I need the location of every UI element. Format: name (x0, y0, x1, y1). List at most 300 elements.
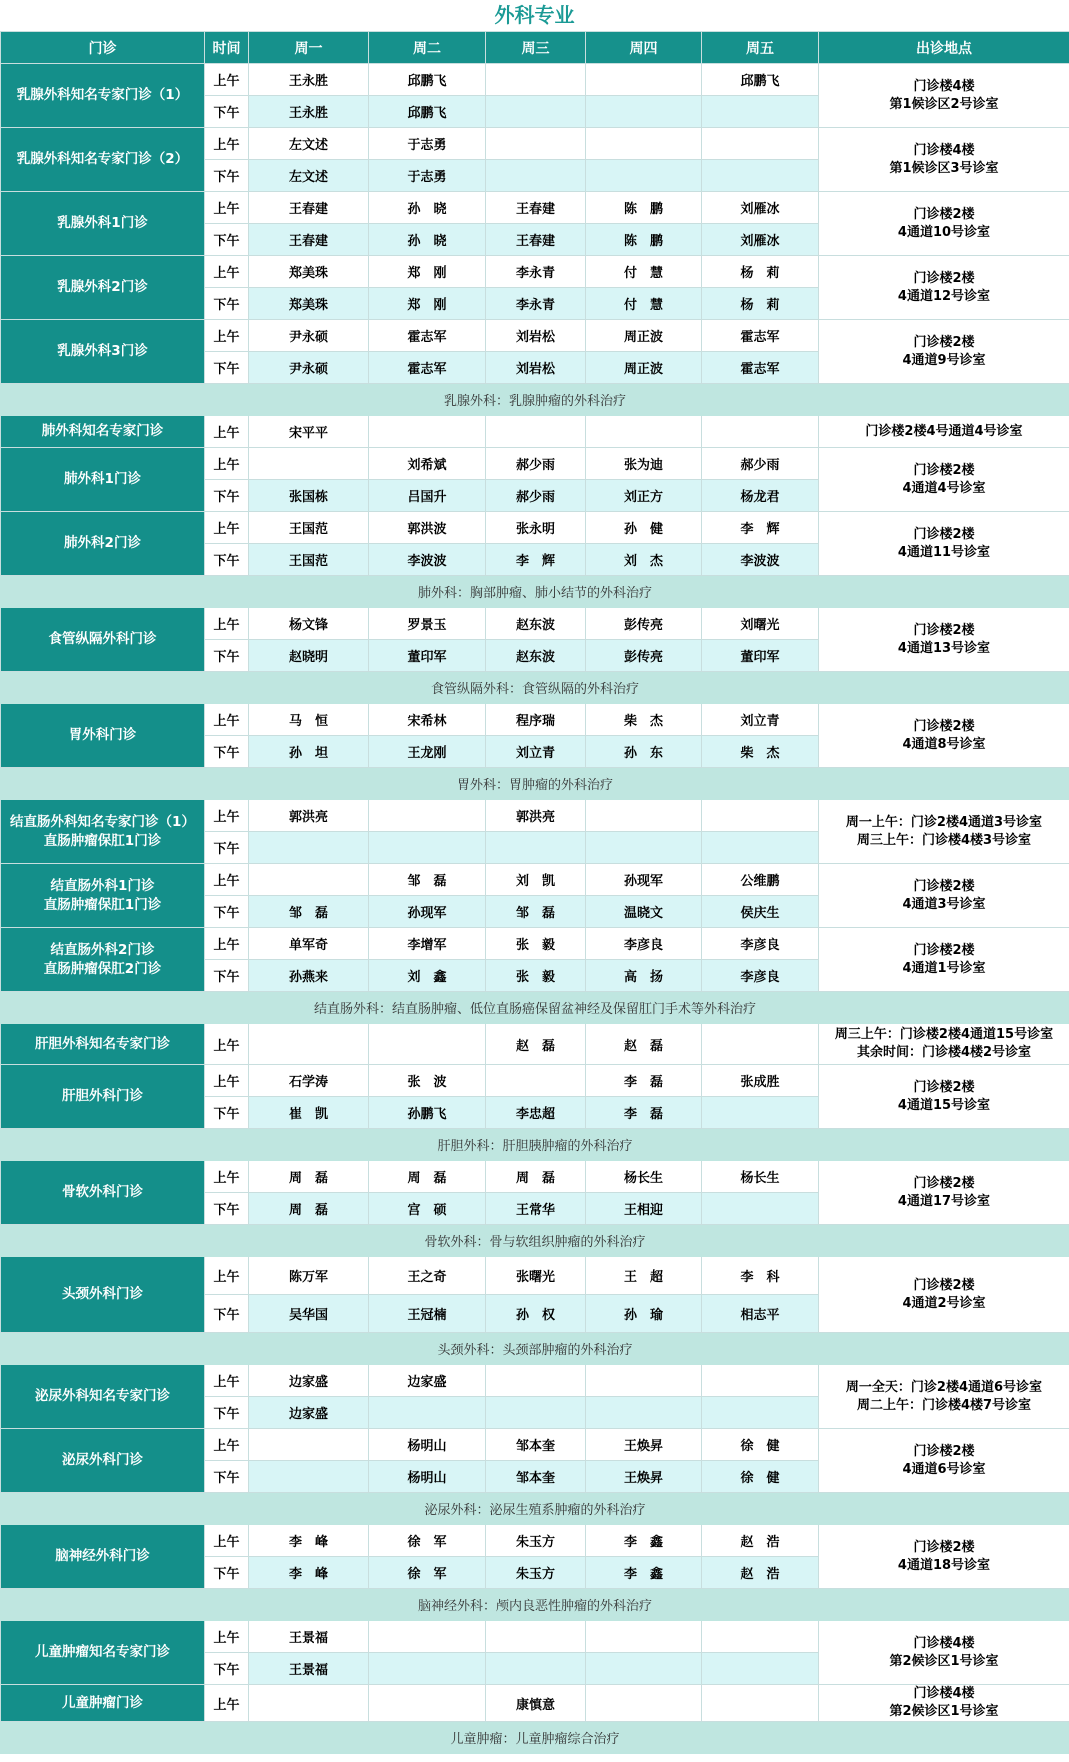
department-note-row (1, 1225, 1069, 1257)
doctor-cell-mon: 郑美珠 (249, 288, 369, 320)
time-cell: 下午 (205, 544, 249, 576)
doctor-cell-mon: 尹永硕 (249, 320, 369, 352)
doctor-cell-tue: 刘希斌 (369, 448, 486, 480)
doctor-cell-mon: 王景福 (249, 1621, 369, 1653)
clinic-location: 门诊楼2楼 4通道10号诊室 (819, 192, 1069, 256)
clinic-name: 结直肠外科1门诊 直肠肿瘤保肛1门诊 (1, 864, 205, 928)
table-row (1, 320, 1069, 352)
doctor-cell-fri: 杨龙君 (702, 480, 819, 512)
doctor-cell-wed (486, 1653, 586, 1685)
doctor-cell-fri: 杨 莉 (702, 288, 819, 320)
doctor-cell-mon: 孙 坦 (249, 736, 369, 768)
time-cell: 下午 (205, 480, 249, 512)
doctor-cell-thu: 杨长生 (586, 1161, 702, 1193)
department-note-row (1, 1722, 1069, 1754)
doctor-cell-tue: 李波波 (369, 544, 486, 576)
time-cell: 下午 (205, 832, 249, 864)
doctor-cell-tue: 于志勇 (369, 128, 486, 160)
doctor-cell-tue: 董印军 (369, 640, 486, 672)
doctor-cell-thu: 彭传亮 (586, 640, 702, 672)
doctor-cell-tue: 王龙刚 (369, 736, 486, 768)
doctor-cell-fri: 李 科 (702, 1257, 819, 1295)
doctor-cell-fri: 李波波 (702, 544, 819, 576)
doctor-cell-thu: 周正波 (586, 320, 702, 352)
doctor-cell-thu: 李 磊 (586, 1097, 702, 1129)
doctor-cell-tue: 邱鹏飞 (369, 96, 486, 128)
doctor-cell-wed (486, 1065, 586, 1097)
doctor-cell-wed (486, 1365, 586, 1397)
doctor-cell-wed: 王春建 (486, 224, 586, 256)
table-row (1, 512, 1069, 544)
doctor-cell-tue: 王冠楠 (369, 1295, 486, 1333)
doctor-cell-tue: 吕国升 (369, 480, 486, 512)
doctor-cell-tue: 刘 鑫 (369, 960, 486, 992)
doctor-cell-fri (702, 1024, 819, 1065)
department-note: 头颈外科：头颈部肿瘤的外科治疗 (1, 1333, 1069, 1365)
time-cell: 上午 (205, 864, 249, 896)
doctor-cell-wed: 邹本奎 (486, 1461, 586, 1493)
doctor-cell-wed: 赵 磊 (486, 1024, 586, 1065)
table-row (1, 192, 1069, 224)
doctor-cell-thu (586, 832, 702, 864)
doctor-cell-wed: 张 毅 (486, 960, 586, 992)
doctor-cell-mon: 周 磊 (249, 1193, 369, 1225)
doctor-cell-tue: 边家盛 (369, 1365, 486, 1397)
doctor-cell-wed: 赵东波 (486, 640, 586, 672)
clinic-location: 门诊楼2楼 4通道11号诊室 (819, 512, 1069, 576)
doctor-cell-wed: 周 磊 (486, 1161, 586, 1193)
doctor-cell-fri (702, 832, 819, 864)
clinic-location: 门诊楼4楼 第1候诊区3号诊室 (819, 128, 1069, 192)
header-clinic: 门诊 (1, 32, 205, 64)
doctor-cell-thu: 王相迎 (586, 1193, 702, 1225)
table-row (1, 1161, 1069, 1193)
doctor-cell-thu (586, 1685, 702, 1722)
clinic-name: 胃外科门诊 (1, 704, 205, 768)
time-cell: 下午 (205, 1295, 249, 1333)
doctor-cell-thu: 陈 鹏 (586, 224, 702, 256)
department-note-row (1, 672, 1069, 704)
time-cell: 上午 (205, 608, 249, 640)
doctor-cell-mon: 左文述 (249, 160, 369, 192)
doctor-cell-thu: 陈 鹏 (586, 192, 702, 224)
doctor-cell-wed: 张曙光 (486, 1257, 586, 1295)
doctor-cell-thu (586, 800, 702, 832)
doctor-cell-wed: 刘岩松 (486, 320, 586, 352)
doctor-cell-wed: 邹本奎 (486, 1429, 586, 1461)
table-row (1, 608, 1069, 640)
clinic-location: 门诊楼2楼 4通道3号诊室 (819, 864, 1069, 928)
doctor-cell-mon (249, 1685, 369, 1722)
clinic-name: 肺外科2门诊 (1, 512, 205, 576)
doctor-cell-tue: 邹 磊 (369, 864, 486, 896)
clinic-location: 门诊楼2楼 4通道13号诊室 (819, 608, 1069, 672)
table-row (1, 1257, 1069, 1295)
clinic-location: 门诊楼2楼 4通道6号诊室 (819, 1429, 1069, 1493)
doctor-cell-mon: 宋平平 (249, 416, 369, 448)
doctor-cell-fri (702, 1653, 819, 1685)
doctor-cell-fri (702, 1621, 819, 1653)
doctor-cell-mon: 边家盛 (249, 1397, 369, 1429)
doctor-cell-wed (486, 128, 586, 160)
doctor-cell-mon: 杨文锋 (249, 608, 369, 640)
table-row (1, 1024, 1069, 1065)
doctor-cell-thu: 孙现军 (586, 864, 702, 896)
header-row (1, 32, 1069, 64)
doctor-cell-thu: 王焕昇 (586, 1429, 702, 1461)
table-row (1, 1365, 1069, 1397)
clinic-name: 乳腺外科3门诊 (1, 320, 205, 384)
doctor-cell-mon: 赵晓明 (249, 640, 369, 672)
doctor-cell-tue: 张 波 (369, 1065, 486, 1097)
doctor-cell-fri: 邱鹏飞 (702, 64, 819, 96)
doctor-cell-wed: 朱玉方 (486, 1557, 586, 1589)
table-row (1, 448, 1069, 480)
clinic-name: 泌尿外科门诊 (1, 1429, 205, 1493)
doctor-cell-wed: 李永青 (486, 256, 586, 288)
clinic-location: 门诊楼2楼 4通道15号诊室 (819, 1065, 1069, 1129)
doctor-cell-fri: 刘雁冰 (702, 224, 819, 256)
header-tue: 周二 (369, 32, 486, 64)
doctor-cell-mon: 边家盛 (249, 1365, 369, 1397)
doctor-cell-mon: 邹 磊 (249, 896, 369, 928)
doctor-cell-tue: 霍志军 (369, 352, 486, 384)
doctor-cell-mon: 周 磊 (249, 1161, 369, 1193)
time-cell: 下午 (205, 288, 249, 320)
doctor-cell-fri: 霍志军 (702, 320, 819, 352)
clinic-location: 门诊楼2楼 4通道2号诊室 (819, 1257, 1069, 1333)
department-note: 胃外科：胃肿瘤的外科治疗 (1, 768, 1069, 800)
time-cell: 上午 (205, 512, 249, 544)
time-cell: 上午 (205, 1621, 249, 1653)
doctor-cell-thu: 付 慧 (586, 256, 702, 288)
time-cell: 下午 (205, 896, 249, 928)
clinic-name: 乳腺外科知名专家门诊（1） (1, 64, 205, 128)
header-wed: 周三 (486, 32, 586, 64)
doctor-cell-tue: 徐 军 (369, 1525, 486, 1557)
department-note: 儿童肿瘤：儿童肿瘤综合治疗 (1, 1722, 1069, 1754)
time-cell: 上午 (205, 320, 249, 352)
doctor-cell-mon: 王永胜 (249, 64, 369, 96)
doctor-cell-mon (249, 1461, 369, 1493)
table-row (1, 1525, 1069, 1557)
clinic-location: 门诊楼2楼 4通道12号诊室 (819, 256, 1069, 320)
doctor-cell-fri: 刘立青 (702, 704, 819, 736)
doctor-cell-wed (486, 64, 586, 96)
doctor-cell-mon: 王永胜 (249, 96, 369, 128)
doctor-cell-thu: 王 超 (586, 1257, 702, 1295)
header-fri: 周五 (702, 32, 819, 64)
department-note: 泌尿外科：泌尿生殖系肿瘤的外科治疗 (1, 1493, 1069, 1525)
table-row (1, 416, 1069, 448)
doctor-cell-wed: 郝少雨 (486, 448, 586, 480)
time-cell: 下午 (205, 352, 249, 384)
time-cell: 上午 (205, 256, 249, 288)
doctor-cell-fri: 赵 浩 (702, 1557, 819, 1589)
doctor-cell-thu: 李 鑫 (586, 1525, 702, 1557)
doctor-cell-thu: 李彦良 (586, 928, 702, 960)
doctor-cell-wed (486, 96, 586, 128)
doctor-cell-mon: 左文述 (249, 128, 369, 160)
time-cell: 上午 (205, 128, 249, 160)
department-note: 食管纵隔外科：食管纵隔的外科治疗 (1, 672, 1069, 704)
doctor-cell-wed: 赵东波 (486, 608, 586, 640)
doctor-cell-mon (249, 448, 369, 480)
time-cell: 上午 (205, 192, 249, 224)
doctor-cell-thu (586, 128, 702, 160)
clinic-location: 周三上午：门诊楼2楼4通道15号诊室 其余时间：门诊楼4楼2号诊室 (819, 1024, 1069, 1065)
doctor-cell-thu: 孙 瑜 (586, 1295, 702, 1333)
doctor-cell-fri: 张成胜 (702, 1065, 819, 1097)
doctor-cell-tue: 郑 刚 (369, 256, 486, 288)
doctor-cell-tue: 郭洪波 (369, 512, 486, 544)
table-row (1, 256, 1069, 288)
clinic-location: 门诊楼4楼 第1候诊区2号诊室 (819, 64, 1069, 128)
clinic-name: 肺外科1门诊 (1, 448, 205, 512)
doctor-cell-fri (702, 160, 819, 192)
doctor-cell-fri (702, 1193, 819, 1225)
schedule-body (1, 64, 1069, 1754)
clinic-location: 门诊楼2楼 4通道18号诊室 (819, 1525, 1069, 1589)
doctor-cell-wed: 程序瑞 (486, 704, 586, 736)
doctor-cell-fri: 公维鹏 (702, 864, 819, 896)
doctor-cell-mon: 马 恒 (249, 704, 369, 736)
doctor-cell-tue (369, 416, 486, 448)
time-cell: 下午 (205, 736, 249, 768)
time-cell: 上午 (205, 1365, 249, 1397)
doctor-cell-tue: 杨明山 (369, 1461, 486, 1493)
time-cell: 上午 (205, 1065, 249, 1097)
time-cell: 下午 (205, 96, 249, 128)
doctor-cell-mon: 王景福 (249, 1653, 369, 1685)
doctor-cell-mon: 郭洪亮 (249, 800, 369, 832)
table-row (1, 1685, 1069, 1722)
doctor-cell-fri: 刘曙光 (702, 608, 819, 640)
doctor-cell-thu (586, 1653, 702, 1685)
doctor-cell-thu: 李 磊 (586, 1065, 702, 1097)
department-note-row (1, 576, 1069, 608)
doctor-cell-tue: 徐 军 (369, 1557, 486, 1589)
doctor-cell-mon: 李 峰 (249, 1557, 369, 1589)
time-cell: 上午 (205, 64, 249, 96)
clinic-location: 周一上午：门诊2楼4通道3号诊室 周三上午：门诊楼4楼3号诊室 (819, 800, 1069, 864)
department-note: 骨软外科：骨与软组织肿瘤的外科治疗 (1, 1225, 1069, 1257)
clinic-name: 乳腺外科1门诊 (1, 192, 205, 256)
clinic-location: 门诊楼2楼4号通道4号诊室 (819, 416, 1069, 448)
clinic-name: 结直肠外科知名专家门诊（1） 直肠肿瘤保肛1门诊 (1, 800, 205, 864)
department-note-row (1, 1493, 1069, 1525)
doctor-cell-wed (486, 832, 586, 864)
doctor-cell-fri: 李彦良 (702, 928, 819, 960)
doctor-cell-mon: 尹永硕 (249, 352, 369, 384)
doctor-cell-wed: 张 毅 (486, 928, 586, 960)
doctor-cell-fri: 杨长生 (702, 1161, 819, 1193)
time-cell: 下午 (205, 1557, 249, 1589)
clinic-name: 肝胆外科门诊 (1, 1065, 205, 1129)
time-cell: 下午 (205, 1097, 249, 1129)
doctor-cell-thu: 柴 杰 (586, 704, 702, 736)
clinic-name: 结直肠外科2门诊 直肠肿瘤保肛2门诊 (1, 928, 205, 992)
time-cell: 下午 (205, 224, 249, 256)
doctor-cell-wed (486, 1397, 586, 1429)
doctor-cell-tue: 郑 刚 (369, 288, 486, 320)
doctor-cell-tue: 孙 晓 (369, 192, 486, 224)
doctor-cell-tue (369, 1397, 486, 1429)
doctor-cell-wed (486, 416, 586, 448)
doctor-cell-fri: 李彦良 (702, 960, 819, 992)
department-note-row (1, 384, 1069, 416)
doctor-cell-thu: 孙 健 (586, 512, 702, 544)
clinic-location: 门诊楼2楼 4通道1号诊室 (819, 928, 1069, 992)
doctor-cell-tue: 于志勇 (369, 160, 486, 192)
doctor-cell-mon (249, 1429, 369, 1461)
doctor-cell-thu: 刘正方 (586, 480, 702, 512)
time-cell: 下午 (205, 640, 249, 672)
doctor-cell-thu: 周正波 (586, 352, 702, 384)
doctor-cell-tue: 王之奇 (369, 1257, 486, 1295)
doctor-cell-thu: 刘 杰 (586, 544, 702, 576)
doctor-cell-fri (702, 416, 819, 448)
doctor-cell-wed: 邹 磊 (486, 896, 586, 928)
doctor-cell-thu: 付 慧 (586, 288, 702, 320)
doctor-cell-tue: 邱鹏飞 (369, 64, 486, 96)
doctor-cell-thu (586, 160, 702, 192)
clinic-name: 儿童肿瘤门诊 (1, 1685, 205, 1722)
clinic-location: 门诊楼2楼 4通道4号诊室 (819, 448, 1069, 512)
doctor-cell-wed: 李忠超 (486, 1097, 586, 1129)
time-cell: 上午 (205, 1257, 249, 1295)
doctor-cell-mon: 单军奇 (249, 928, 369, 960)
time-cell: 上午 (205, 704, 249, 736)
doctor-cell-thu: 温晓文 (586, 896, 702, 928)
doctor-cell-fri: 相志平 (702, 1295, 819, 1333)
doctor-cell-thu: 孙 东 (586, 736, 702, 768)
table-row (1, 1621, 1069, 1653)
clinic-name: 乳腺外科知名专家门诊（2） (1, 128, 205, 192)
clinic-name: 乳腺外科2门诊 (1, 256, 205, 320)
clinic-name: 脑神经外科门诊 (1, 1525, 205, 1589)
doctor-cell-fri: 董印军 (702, 640, 819, 672)
clinic-name: 肝胆外科知名专家门诊 (1, 1024, 205, 1065)
doctor-cell-fri (702, 1397, 819, 1429)
department-note: 肺外科：胸部肿瘤、肺小结节的外科治疗 (1, 576, 1069, 608)
clinic-location: 周一全天：门诊2楼4通道6号诊室 周二上午：门诊楼4楼7号诊室 (819, 1365, 1069, 1429)
doctor-cell-fri (702, 128, 819, 160)
clinic-location: 门诊楼4楼 第2候诊区1号诊室 (819, 1621, 1069, 1685)
doctor-cell-mon: 崔 凯 (249, 1097, 369, 1129)
table-row (1, 64, 1069, 96)
doctor-cell-thu: 赵 磊 (586, 1024, 702, 1065)
doctor-cell-wed (486, 1621, 586, 1653)
doctor-cell-thu: 彭传亮 (586, 608, 702, 640)
doctor-cell-wed: 刘立青 (486, 736, 586, 768)
department-note-row (1, 1589, 1069, 1621)
department-note-row (1, 992, 1069, 1024)
doctor-cell-fri (702, 1365, 819, 1397)
doctor-cell-tue: 孙鹏飞 (369, 1097, 486, 1129)
page-title: 外科专业 (0, 0, 1069, 31)
doctor-cell-mon (249, 832, 369, 864)
doctor-cell-wed: 刘岩松 (486, 352, 586, 384)
department-note: 肝胆外科：肝胆胰肿瘤的外科治疗 (1, 1129, 1069, 1161)
doctor-cell-wed: 李 辉 (486, 544, 586, 576)
doctor-cell-thu: 高 扬 (586, 960, 702, 992)
clinic-name: 儿童肿瘤知名专家门诊 (1, 1621, 205, 1685)
clinic-location: 门诊楼4楼 第2候诊区1号诊室 (819, 1685, 1069, 1722)
doctor-cell-mon: 陈万军 (249, 1257, 369, 1295)
time-cell: 下午 (205, 1193, 249, 1225)
table-row (1, 864, 1069, 896)
clinic-location: 门诊楼2楼 4通道17号诊室 (819, 1161, 1069, 1225)
time-cell: 上午 (205, 416, 249, 448)
doctor-cell-thu: 张为迪 (586, 448, 702, 480)
doctor-cell-mon: 王春建 (249, 192, 369, 224)
table-row (1, 128, 1069, 160)
doctor-cell-tue (369, 800, 486, 832)
doctor-cell-fri: 徐 健 (702, 1461, 819, 1493)
doctor-cell-tue: 孙现军 (369, 896, 486, 928)
doctor-cell-fri: 刘雁冰 (702, 192, 819, 224)
table-row (1, 1429, 1069, 1461)
time-cell: 上午 (205, 1429, 249, 1461)
doctor-cell-thu (586, 64, 702, 96)
table-row (1, 1065, 1069, 1097)
doctor-cell-thu (586, 96, 702, 128)
header-mon: 周一 (249, 32, 369, 64)
doctor-cell-tue: 霍志军 (369, 320, 486, 352)
time-cell: 下午 (205, 1653, 249, 1685)
doctor-cell-mon: 王春建 (249, 224, 369, 256)
department-note-row (1, 1129, 1069, 1161)
doctor-cell-tue: 周 磊 (369, 1161, 486, 1193)
clinic-name: 骨软外科门诊 (1, 1161, 205, 1225)
doctor-cell-tue: 杨明山 (369, 1429, 486, 1461)
clinic-location: 门诊楼2楼 4通道8号诊室 (819, 704, 1069, 768)
doctor-cell-fri (702, 800, 819, 832)
time-cell: 上午 (205, 928, 249, 960)
doctor-cell-fri: 柴 杰 (702, 736, 819, 768)
time-cell: 上午 (205, 1161, 249, 1193)
doctor-cell-thu: 李 鑫 (586, 1557, 702, 1589)
doctor-cell-tue (369, 1621, 486, 1653)
doctor-cell-fri: 侯庆生 (702, 896, 819, 928)
doctor-cell-tue (369, 1685, 486, 1722)
department-note-row (1, 1333, 1069, 1365)
doctor-cell-wed: 郭洪亮 (486, 800, 586, 832)
clinic-name: 泌尿外科知名专家门诊 (1, 1365, 205, 1429)
doctor-cell-wed: 康慎意 (486, 1685, 586, 1722)
doctor-cell-thu (586, 1365, 702, 1397)
department-note: 乳腺外科：乳腺肿瘤的外科治疗 (1, 384, 1069, 416)
doctor-cell-thu: 王焕昇 (586, 1461, 702, 1493)
header-thu: 周四 (586, 32, 702, 64)
doctor-cell-mon: 石学涛 (249, 1065, 369, 1097)
doctor-cell-fri: 杨 莉 (702, 256, 819, 288)
doctor-cell-mon: 李 峰 (249, 1525, 369, 1557)
doctor-cell-mon: 王国范 (249, 512, 369, 544)
doctor-cell-fri: 霍志军 (702, 352, 819, 384)
doctor-cell-tue: 宫 硕 (369, 1193, 486, 1225)
doctor-cell-tue: 罗景玉 (369, 608, 486, 640)
doctor-cell-tue: 宋希林 (369, 704, 486, 736)
doctor-cell-wed: 王常华 (486, 1193, 586, 1225)
doctor-cell-fri (702, 1685, 819, 1722)
doctor-cell-thu (586, 1397, 702, 1429)
doctor-cell-wed: 王春建 (486, 192, 586, 224)
doctor-cell-wed: 刘 凯 (486, 864, 586, 896)
clinic-name: 食管纵隔外科门诊 (1, 608, 205, 672)
header-time: 时间 (205, 32, 249, 64)
